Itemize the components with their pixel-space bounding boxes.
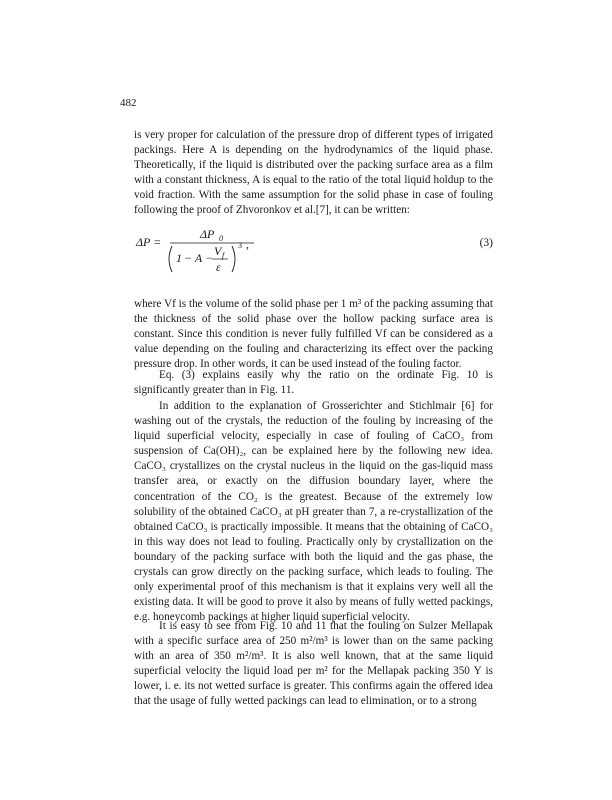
- paragraph-2: where Vf is the volume of the solid phase per 1 m³ of the packing assuming that the thickness of the solid phase over the hollow packing surface area is constant. Since this condition is never fully fulfilled Vf can be considered as a value depending on the fouling and characterizing its effect over the packing pressure drop. In other words, it can be used instead of the fouling factor.: [134, 298, 493, 371]
- equation-vf-subscript: f: [222, 251, 225, 260]
- paragraph-4: In addition to the explanation of Grosserichter and Stichlmair [6] for washing out of the crystals, the reduction of the fouling by increasing of the liquid superficial velocity, especially in case of fouling of CaCO₃ from suspension of Ca(OH)₂, can be explained here by the following new idea. CaCO₃ crystallizes on the crystal nucleus in the liquid on the gas-liquid mass transfer area, or exactly on the diffusion boundary layer, where the concentration of the CO₂ is the greatest. Because of the extremely low solubility of the obtained CaCO₃ at pH greater than 7, a re-crystallization of the obtained CaCO₃ is practically impossible. It means that the obtaining of CaCO₃ in this way does not lead to fouling. Practically only by crystallization on the boundary of the packing surface with both the liquid and the gas phase, the crystals can grow directly on the packing surface, which leads to fouling. The only experimental proof of this mechanism is that it explains very well all the existing data. It will be good to prove it also by means of fully wetted packings, e.g. honeycomb packings at higher liquid superficial velocity.: [134, 400, 493, 624]
- paragraph-3: Eq. (3) explains easily why the ratio on the ordinate Fig. 10 is significantly greater than in Fig. 11.: [134, 369, 493, 397]
- equation-exponent: 3: [238, 241, 242, 250]
- equation-right-paren: [232, 246, 235, 272]
- equation-trailing-comma: ,: [246, 237, 249, 251]
- equation-numerator-subscript: 0: [219, 234, 223, 243]
- equation-formula: [134, 226, 434, 290]
- paragraph-1: is very proper for calculation of the pressure drop of different types of irrigated packings. Here A is depending on the hydrodynamics of the liquid phase. Theoretically, if the liquid is distributed over the packing surface area as a film with a constant thickness, A is equal to the ratio of the total liquid holdup to the void fraction. With the same assumption for the solid phase in case of fouling following the proof of Zhvoronkov et al.[7], it can be written:: [134, 129, 493, 217]
- equation-3: [134, 226, 493, 290]
- equation-denom-one: 1: [176, 251, 182, 265]
- equation-vf: V: [214, 244, 222, 258]
- equation-epsilon: ε: [216, 260, 221, 274]
- paragraph-5: It is easy to see from Fig. 10 and 11 that the fouling on Sulzer Mellapak with a specific surface area of 250 m²/m³ is lower than on the same packing with an area of 350 m²/m³. It is also well known, that at the same liquid superficial velocity the liquid load per m² for the Mellapak packing 350 Y is lower, i. e. its not wetted surface is greater. This confirms again the offered idea that the usage of fully wetted packings can lead to elimination, or to a strong: [134, 620, 493, 708]
- equation-lhs: ΔP =: [136, 235, 162, 249]
- equation-number: (3): [479, 237, 493, 249]
- equation-left-paren: [169, 246, 172, 272]
- page-number: 482: [120, 97, 137, 109]
- equation-denom-minus-a: − A −: [184, 251, 214, 265]
- equation-numerator: ΔP: [200, 227, 215, 241]
